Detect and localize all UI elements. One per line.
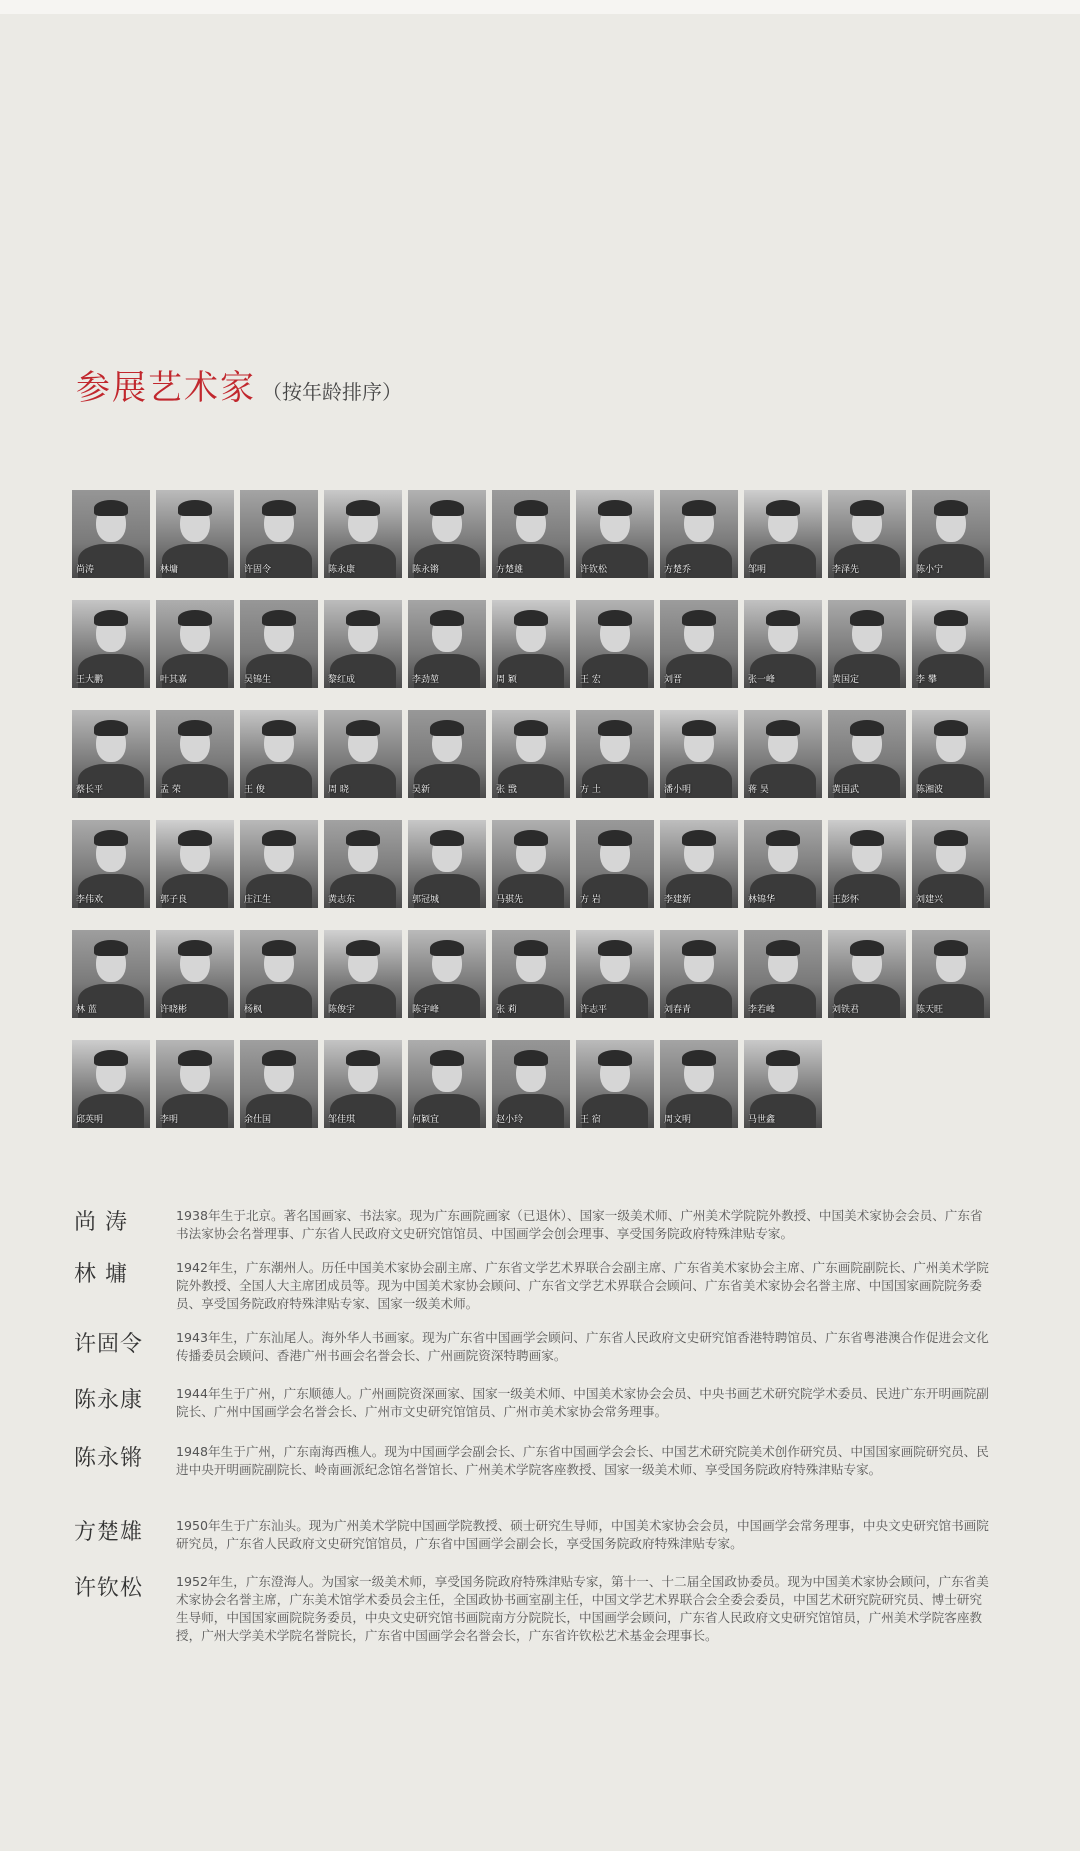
portrait-hair — [430, 610, 464, 626]
page-title — [76, 360, 402, 409]
portrait-hair — [598, 1050, 632, 1066]
bio-text: 1944年生于广州，广东顺德人。广州画院资深画家、国家一级美术师、中国美术家协会会员、中央书画艺术研究院学术委员、民进广东开明画院副院长、广州中国画学会名誉会长、广州市文史研究馆馆员、广州市美术家协会常务理事。 — [176, 1386, 989, 1419]
artist-portrait — [324, 1040, 402, 1128]
portrait-hair — [766, 940, 800, 956]
portrait-name-label: 林 蓝 — [76, 1005, 97, 1015]
bio-text: 1943年生，广东汕尾人。海外华人书画家。现为广东省中国画学会顾问、广东省人民政府文史研究馆香港特聘馆员、广东省粤港澳合作促进会文化传播委员会顾问、香港广州书画会名誉会长、广州画院资深特聘画家。 — [176, 1330, 989, 1363]
artist-portrait — [72, 930, 150, 1018]
bio-name: 陈永康 — [74, 1388, 144, 1413]
portrait-hair — [262, 1050, 296, 1066]
portrait-name-label: 吴新 — [412, 785, 431, 795]
artist-portrait — [660, 930, 738, 1018]
portrait-name-label: 李 攀 — [916, 675, 937, 685]
artist-portrait — [156, 710, 234, 798]
portrait-hair — [346, 830, 380, 846]
portrait-name-label: 刘建兴 — [916, 895, 944, 905]
portrait-name-label: 许晓彬 — [160, 1005, 188, 1015]
portrait-hair — [94, 830, 128, 846]
portrait-name-label: 王彭怀 — [832, 895, 860, 905]
artist-portrait — [240, 600, 318, 688]
bio-name: 林 墉 — [74, 1262, 128, 1287]
artist-portrait — [576, 710, 654, 798]
artist-portrait — [492, 1040, 570, 1128]
portrait-name-label: 张 戬 — [496, 785, 517, 795]
portrait-hair — [514, 830, 548, 846]
portrait-name-label: 陈小宁 — [916, 565, 944, 575]
artist-portrait — [828, 930, 906, 1018]
portrait-name-label: 张 莉 — [496, 1005, 517, 1015]
portrait-hair — [178, 830, 212, 846]
portrait-name-label: 张一峰 — [748, 675, 776, 685]
artist-portrait — [156, 1040, 234, 1128]
portrait-name-label: 潘小明 — [664, 785, 692, 795]
portrait-name-label: 周 晓 — [328, 785, 349, 795]
artist-portrait — [240, 710, 318, 798]
artist-portrait — [408, 490, 486, 578]
portrait-name-label: 黎红成 — [328, 675, 356, 685]
portrait-name-label: 方楚雄 — [496, 565, 524, 575]
portrait-name-label: 郭子良 — [160, 895, 188, 905]
portrait-hair — [262, 830, 296, 846]
portrait-hair — [598, 610, 632, 626]
portrait-name-label: 孟 荣 — [160, 785, 181, 795]
bio-name: 许钦松 — [74, 1576, 144, 1601]
portrait-name-label: 杨枫 — [244, 1005, 263, 1015]
portrait-hair — [514, 610, 548, 626]
portrait-name-label: 周文明 — [664, 1115, 692, 1125]
artist-portrait — [576, 600, 654, 688]
portrait-hair — [94, 1050, 128, 1066]
portrait-hair — [934, 940, 968, 956]
portrait-name-label: 李明 — [160, 1115, 179, 1125]
portrait-hair — [430, 1050, 464, 1066]
portrait-hair — [430, 720, 464, 736]
portrait-name-label: 许固令 — [244, 565, 272, 575]
portrait-name-label: 赵小玲 — [496, 1115, 524, 1125]
artist-portrait — [156, 820, 234, 908]
portrait-name-label: 刘春青 — [664, 1005, 692, 1015]
portrait-name-label: 陈天旺 — [916, 1005, 944, 1015]
artist-portrait — [576, 820, 654, 908]
portrait-name-label: 庄江生 — [244, 895, 272, 905]
portrait-name-label: 周 颖 — [496, 675, 517, 685]
portrait-hair — [682, 720, 716, 736]
artist-portrait — [744, 710, 822, 798]
portrait-name-label: 王 俊 — [244, 785, 265, 795]
artist-portrait — [492, 490, 570, 578]
artist-portrait — [408, 600, 486, 688]
portrait-hair — [682, 1050, 716, 1066]
artist-portrait — [72, 490, 150, 578]
artist-portrait — [660, 490, 738, 578]
portrait-hair — [346, 500, 380, 516]
portrait-hair — [766, 720, 800, 736]
portrait-hair — [850, 610, 884, 626]
artist-portrait — [660, 820, 738, 908]
artist-portrait — [324, 710, 402, 798]
artist-portrait — [492, 600, 570, 688]
portrait-hair — [514, 940, 548, 956]
portrait-hair — [850, 720, 884, 736]
artist-portrait — [324, 820, 402, 908]
artist-portrait — [744, 490, 822, 578]
artist-portrait — [828, 710, 906, 798]
artist-portrait — [72, 600, 150, 688]
portrait-name-label: 王 宏 — [580, 675, 601, 685]
portrait-name-label: 叶其嘉 — [160, 675, 188, 685]
artist-portrait — [492, 930, 570, 1018]
bio-text: 1948年生于广州，广东南海西樵人。现为中国画学会副会长、广东省中国画学会会长、中国艺术研究院美术创作研究员、中国国家画院研究员、民进中央开明画院副院长、岭南画派纪念馆名誉馆长、广州美术学院客座教授、国家一级美术师、享受国务院政府特殊津贴专家。 — [176, 1444, 989, 1477]
portrait-name-label: 黄国武 — [832, 785, 860, 795]
portrait-hair — [178, 500, 212, 516]
portrait-hair — [598, 500, 632, 516]
portrait-hair — [514, 500, 548, 516]
portrait-hair — [766, 610, 800, 626]
portrait-hair — [262, 720, 296, 736]
portrait-hair — [766, 500, 800, 516]
portrait-hair — [262, 500, 296, 516]
portrait-hair — [262, 610, 296, 626]
portrait-hair — [94, 940, 128, 956]
portrait-hair — [178, 720, 212, 736]
portrait-name-label: 李伟欢 — [76, 895, 104, 905]
artist-portrait — [912, 710, 990, 798]
portrait-hair — [766, 830, 800, 846]
artist-portrait — [156, 490, 234, 578]
artist-portrait — [744, 600, 822, 688]
artist-portrait — [408, 1040, 486, 1128]
portrait-hair — [262, 940, 296, 956]
artist-portrait — [912, 930, 990, 1018]
portrait-hair — [934, 610, 968, 626]
portrait-hair — [598, 720, 632, 736]
artist-portrait — [240, 930, 318, 1018]
portrait-name-label: 蒋 昊 — [748, 785, 769, 795]
artist-portrait — [324, 600, 402, 688]
artist-portrait — [324, 490, 402, 578]
portrait-hair — [178, 1050, 212, 1066]
artist-portrait — [576, 930, 654, 1018]
portrait-hair — [178, 610, 212, 626]
portrait-name-label: 马骐先 — [496, 895, 524, 905]
portrait-name-label: 方楚乔 — [664, 565, 692, 575]
artist-portrait — [492, 820, 570, 908]
artist-portrait — [660, 710, 738, 798]
artist-portrait — [912, 600, 990, 688]
portrait-name-label: 蔡长平 — [76, 785, 104, 795]
title-main: 参展艺术家 — [76, 368, 256, 408]
portrait-name-label: 李泽先 — [832, 565, 860, 575]
artist-portrait — [492, 710, 570, 798]
portrait-hair — [934, 500, 968, 516]
portrait-name-label: 邹佳琪 — [328, 1115, 356, 1125]
bio-name: 尚 涛 — [74, 1210, 128, 1235]
portrait-name-label: 林锦华 — [748, 895, 776, 905]
portrait-name-label: 郭冠城 — [412, 895, 440, 905]
portrait-hair — [850, 830, 884, 846]
bio-text: 1938年生于北京。著名国画家、书法家。现为广东画院画家（已退休）、国家一级美术师、广州美术学院院外教授、中国美术家协会会员、广东省书法家协会名誉理事、广东省人民政府文史研究馆馆员、中国画学会创会理事、享受国务院政府特殊津贴专家。 — [176, 1208, 983, 1241]
portrait-name-label: 李建新 — [664, 895, 692, 905]
portrait-hair — [850, 500, 884, 516]
artist-portrait — [72, 710, 150, 798]
bio-name: 陈永锵 — [74, 1446, 144, 1471]
artist-portrait — [660, 1040, 738, 1128]
portrait-hair — [934, 830, 968, 846]
artist-portrait — [576, 490, 654, 578]
artist-portrait — [408, 710, 486, 798]
portrait-name-label: 陈永锵 — [412, 565, 440, 575]
bio-text: 1942年生，广东潮州人。历任中国美术家协会副主席、广东省文学艺术界联合会副主席、广东省美术家协会主席、广东画院副院长、广州美术学院院外教授、全国人大主席团成员等。现为中国美术家协会顾问、广东省文学艺术界联合会顾问、广东省美术家协会名誉主席、中国国家画院院务委员、享受国务院政府特殊津贴专家、国家一级美术师。 — [176, 1260, 989, 1311]
portrait-hair — [346, 610, 380, 626]
bio-name: 许固令 — [74, 1332, 144, 1357]
artist-portrait — [408, 930, 486, 1018]
portrait-hair — [94, 500, 128, 516]
artist-portrait — [912, 490, 990, 578]
portrait-name-label: 吴锦生 — [244, 675, 272, 685]
artist-portrait — [324, 930, 402, 1018]
portrait-name-label: 许志平 — [580, 1005, 608, 1015]
artist-portrait — [240, 490, 318, 578]
portrait-hair — [598, 940, 632, 956]
portrait-name-label: 王大鹏 — [76, 675, 104, 685]
top-strip — [0, 0, 1080, 14]
portrait-name-label: 何颖宜 — [412, 1115, 440, 1125]
portrait-name-label: 邱英明 — [76, 1115, 104, 1125]
artist-portrait — [72, 820, 150, 908]
portrait-name-label: 陈永康 — [328, 565, 356, 575]
portrait-hair — [94, 610, 128, 626]
portrait-hair — [682, 940, 716, 956]
artist-portrait — [744, 820, 822, 908]
portrait-name-label: 李劲堃 — [412, 675, 440, 685]
portrait-name-label: 李若峰 — [748, 1005, 776, 1015]
bio-name: 方楚雄 — [74, 1520, 144, 1545]
bio-text: 1952年生，广东澄海人。为国家一级美术师，享受国务院政府特殊津贴专家，第十一、十二届全国政协委员。现为中国美术家协会顾问，广东省美术家协会名誉主席，广东美术馆学术委员会主任，全国政协书画室副主任，中国文学艺术界联合会全委会委员，中国艺术研究院研究员、博士研究生导师，中国国家画院院务委员，中央文史研究馆书画院南方分院院长，中国画学会顾问，广东省人民政府文史研究馆馆员，广州美术学院客座教授，广州大学美术学院名誉院长，广东省中国画学会名誉会长，广东省许钦松艺术基金会理事长。 — [176, 1574, 989, 1643]
portrait-hair — [682, 610, 716, 626]
artist-portrait — [912, 820, 990, 908]
portrait-hair — [850, 940, 884, 956]
artist-portrait — [828, 600, 906, 688]
artist-portrait — [828, 490, 906, 578]
portrait-name-label: 黄志东 — [328, 895, 356, 905]
artist-portrait — [744, 930, 822, 1018]
portrait-name-label: 方 土 — [580, 785, 601, 795]
portrait-hair — [514, 720, 548, 736]
title-sub: （按年龄排序） — [262, 380, 402, 404]
portrait-hair — [430, 500, 464, 516]
portrait-hair — [178, 940, 212, 956]
artist-portrait — [744, 1040, 822, 1128]
portrait-hair — [514, 1050, 548, 1066]
bio-text: 1950年生于广东汕头。现为广州美术学院中国画学院教授、硕士研究生导师，中国美术家协会会员，中国画学会常务理事，中央文史研究馆书画院研究员，广东省人民政府文史研究馆馆员，广东省中国画学会副会长，享受国务院政府特殊津贴专家。 — [176, 1518, 989, 1551]
portrait-name-label: 林墉 — [160, 565, 179, 575]
portrait-hair — [346, 940, 380, 956]
artist-portrait — [72, 1040, 150, 1128]
portrait-hair — [682, 500, 716, 516]
portrait-name-label: 尚涛 — [76, 565, 95, 575]
portrait-name-label: 刘晋 — [664, 675, 683, 685]
portrait-hair — [682, 830, 716, 846]
portrait-name-label: 王 宿 — [580, 1115, 601, 1125]
portrait-hair — [346, 720, 380, 736]
portrait-hair — [346, 1050, 380, 1066]
portrait-name-label: 许钦松 — [580, 565, 608, 575]
portrait-name-label: 陈俊宇 — [328, 1005, 356, 1015]
portrait-name-label: 刘铁君 — [832, 1005, 860, 1015]
portrait-hair — [430, 830, 464, 846]
artist-portrait — [660, 600, 738, 688]
artist-portrait — [828, 820, 906, 908]
portrait-name-label: 马世鑫 — [748, 1115, 776, 1125]
portrait-hair — [94, 720, 128, 736]
portrait-name-label: 余仕国 — [244, 1115, 272, 1125]
portrait-hair — [598, 830, 632, 846]
artist-portrait — [240, 820, 318, 908]
artist-portrait — [240, 1040, 318, 1128]
portrait-name-label: 陈宇峰 — [412, 1005, 440, 1015]
artist-portrait — [408, 820, 486, 908]
portrait-hair — [934, 720, 968, 736]
portrait-name-label: 邹明 — [748, 565, 767, 575]
artist-portrait — [156, 930, 234, 1018]
portrait-hair — [430, 940, 464, 956]
artist-portrait — [156, 600, 234, 688]
portrait-name-label: 方 岩 — [580, 895, 601, 905]
artist-portrait — [576, 1040, 654, 1128]
portrait-name-label: 陈湘波 — [916, 785, 944, 795]
portrait-hair — [766, 1050, 800, 1066]
portrait-name-label: 黄国定 — [832, 675, 860, 685]
